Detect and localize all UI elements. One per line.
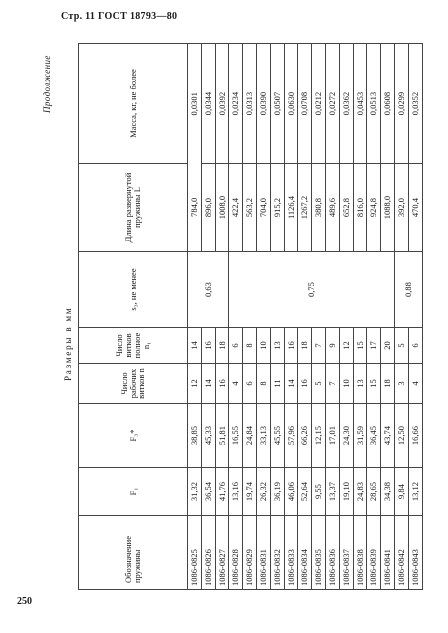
cell-f3: 45,55	[270, 404, 284, 468]
cell-working-coils: 16	[298, 364, 312, 404]
header-designation: Обозначение пружины	[79, 516, 188, 590]
cell-full-coils: 7	[312, 328, 326, 364]
header-length: Длина развернутой пружины L	[79, 164, 188, 252]
cell-mass: 0,0630	[284, 44, 298, 164]
cell-full-coils: 14	[188, 328, 202, 364]
cell-designation: 1086-0836	[325, 516, 339, 590]
cell-designation: 1086-0842	[394, 516, 408, 590]
cell-designation: 1086-0834	[298, 516, 312, 590]
cell-designation: 1086-0843	[408, 516, 422, 590]
cell-designation: 1086-0825	[188, 516, 202, 590]
cell-f3: 24,30	[339, 404, 353, 468]
cell-mass: 0,0344	[201, 44, 215, 164]
cell-length: 563,2	[243, 164, 257, 252]
cell-f1: 34,38	[381, 468, 395, 516]
cell-full-coils: 13	[270, 328, 284, 364]
header-working-coils: Число рабочих витков n	[79, 364, 188, 404]
cell-working-coils: 18	[381, 364, 395, 404]
cell-full-coils: 16	[201, 328, 215, 364]
cell-working-coils: 4	[229, 364, 243, 404]
cell-mass: 0,0392	[215, 44, 229, 164]
cell-working-coils: 10	[339, 364, 353, 404]
cell-f1: 36,54	[201, 468, 215, 516]
spring-table	[78, 43, 423, 590]
cell-full-coils: 6	[408, 328, 422, 364]
cell-designation: 1086-0828	[229, 516, 243, 590]
cell-mass: 0,0390	[256, 44, 270, 164]
cell-working-coils: 7	[325, 364, 339, 404]
cell-working-coils: 13	[353, 364, 367, 404]
cell-f3: 57,96	[284, 404, 298, 468]
cell-working-coils: 6	[243, 364, 257, 404]
cell-designation: 1086-0832	[270, 516, 284, 590]
cell-f1: 13,37	[325, 468, 339, 516]
cell-designation: 1086-0837	[339, 516, 353, 590]
cell-s3: 0,63	[188, 252, 229, 328]
cell-full-coils: 9	[325, 328, 339, 364]
cell-full-coils: 15	[353, 328, 367, 364]
cell-f3: 12,15	[312, 404, 326, 468]
cell-length: 470,4	[408, 164, 422, 252]
page-header: Стр. 11 ГОСТ 18793—80	[61, 11, 178, 22]
cell-f3: 17,01	[325, 404, 339, 468]
cell-f1: 9,84	[394, 468, 408, 516]
cell-designation: 1086-0839	[367, 516, 381, 590]
cell-full-coils: 16	[284, 328, 298, 364]
cell-f3: 36,45	[367, 404, 381, 468]
cell-mass: 0,0708	[298, 44, 312, 164]
cell-full-coils: 18	[215, 328, 229, 364]
cell-full-coils: 6	[229, 328, 243, 364]
cell-f3: 38,85	[188, 404, 202, 468]
cell-s3: 0,75	[229, 252, 395, 328]
cell-mass: 0,0513	[367, 44, 381, 164]
cell-full-coils: 8	[243, 328, 257, 364]
cell-designation: 1086-0841	[381, 516, 395, 590]
cell-mass: 0,0453	[353, 44, 367, 164]
cell-length: 1267,2	[298, 164, 312, 252]
cell-f3: 24,84	[243, 404, 257, 468]
cell-mass: 0,0272	[325, 44, 339, 164]
cell-mass: 0,0608	[381, 44, 395, 164]
cell-designation: 1086-0833	[284, 516, 298, 590]
cell-working-coils: 5	[312, 364, 326, 404]
cell-length: 392,0	[394, 164, 408, 252]
table-row	[394, 44, 408, 590]
cell-length: 652,8	[339, 164, 353, 252]
cell-length: 784,0	[188, 164, 202, 252]
cell-length: 896,0	[201, 164, 215, 252]
cell-designation: 1086-0826	[201, 516, 215, 590]
cell-length: 816,0	[353, 164, 367, 252]
cell-full-coils: 10	[256, 328, 270, 364]
header-f1: F₁	[79, 468, 188, 516]
continued-label: Продолжение	[42, 55, 52, 113]
header-f3: F₃*	[79, 404, 188, 468]
cell-working-coils: 8	[256, 364, 270, 404]
cell-mass: 0,0212	[312, 44, 326, 164]
cell-f3: 16,66	[408, 404, 422, 468]
table-row	[229, 44, 243, 590]
cell-f1: 19,74	[243, 468, 257, 516]
cell-working-coils: 11	[270, 364, 284, 404]
table-header-row	[79, 44, 188, 590]
cell-mass: 0,0234	[229, 44, 243, 164]
cell-f1: 9,55	[312, 468, 326, 516]
sizes-label: Размеры в мм	[63, 306, 73, 381]
cell-designation: 1086-0835	[312, 516, 326, 590]
cell-f1: 13,16	[229, 468, 243, 516]
cell-f1: 28,65	[367, 468, 381, 516]
cell-working-coils: 12	[188, 364, 202, 404]
cell-mass: 0,0507	[270, 44, 284, 164]
cell-f3: 45,33	[201, 404, 215, 468]
cell-length: 915,2	[270, 164, 284, 252]
cell-working-coils: 4	[408, 364, 422, 404]
cell-f3: 31,59	[353, 404, 367, 468]
cell-f1: 24,83	[353, 468, 367, 516]
cell-full-coils: 5	[394, 328, 408, 364]
cell-length: 1126,4	[284, 164, 298, 252]
cell-s3: 0,88	[394, 252, 422, 328]
cell-working-coils: 15	[367, 364, 381, 404]
header-mass: Масса, кг, не более	[79, 44, 188, 164]
cell-working-coils: 16	[215, 364, 229, 404]
cell-full-coils: 17	[367, 328, 381, 364]
page-number: 250	[17, 596, 32, 607]
cell-f3: 43,74	[381, 404, 395, 468]
cell-mass: 0,0313	[243, 44, 257, 164]
rotated-table-page	[41, 39, 421, 595]
cell-length: 704,0	[256, 164, 270, 252]
cell-f3: 12,50	[394, 404, 408, 468]
cell-mass: 0,0362	[339, 44, 353, 164]
cell-mass: 0,0301	[188, 44, 202, 164]
cell-length: 422,4	[229, 164, 243, 252]
cell-length: 924,8	[367, 164, 381, 252]
cell-f1: 36,19	[270, 468, 284, 516]
cell-f1: 13,12	[408, 468, 422, 516]
cell-f3: 51,81	[215, 404, 229, 468]
cell-f1: 46,06	[284, 468, 298, 516]
cell-f1: 52,64	[298, 468, 312, 516]
cell-length: 1088,0	[381, 164, 395, 252]
cell-f1: 26,32	[256, 468, 270, 516]
cell-designation: 1086-0831	[256, 516, 270, 590]
cell-f1: 19,10	[339, 468, 353, 516]
cell-designation: 1086-0827	[215, 516, 229, 590]
table-row	[188, 44, 202, 590]
cell-working-coils: 14	[201, 364, 215, 404]
cell-length: 380,8	[312, 164, 326, 252]
cell-working-coils: 3	[394, 364, 408, 404]
cell-designation: 1086-0829	[243, 516, 257, 590]
cell-f3: 66,26	[298, 404, 312, 468]
cell-full-coils: 12	[339, 328, 353, 364]
cell-f1: 41,76	[215, 468, 229, 516]
cell-length: 489,6	[325, 164, 339, 252]
cell-full-coils: 18	[298, 328, 312, 364]
cell-f3: 33,13	[256, 404, 270, 468]
cell-working-coils: 14	[284, 364, 298, 404]
cell-f3: 16,55	[229, 404, 243, 468]
cell-f1: 31,32	[188, 468, 202, 516]
cell-mass: 0,0352	[408, 44, 422, 164]
cell-mass: 0,0299	[394, 44, 408, 164]
cell-length: 1008,0	[215, 164, 229, 252]
cell-designation: 1086-0838	[353, 516, 367, 590]
header-full-coils: Число витков полное n₁	[79, 328, 188, 364]
cell-full-coils: 20	[381, 328, 395, 364]
header-s3: s₃, не менее	[79, 252, 188, 328]
